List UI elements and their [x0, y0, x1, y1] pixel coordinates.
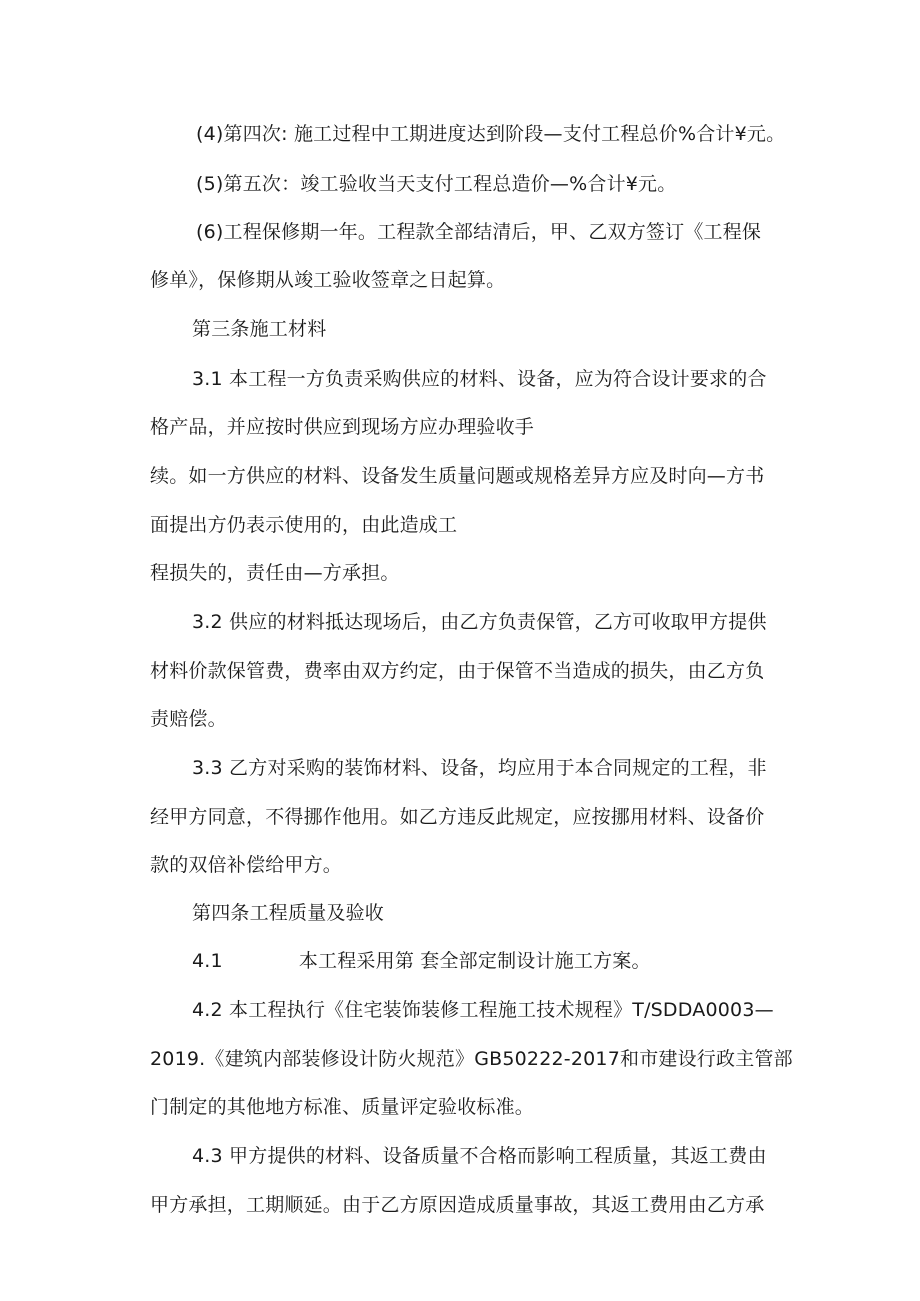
clause-4-3-line-2: 甲方承担，工期顺延。由于乙方原因造成质量事故，其返工费用由乙方承: [150, 1194, 765, 1216]
section-heading-materials: 第三条施工材料: [192, 318, 327, 340]
payment-item-5: (5)第五次：竣工验收当天支付工程总造价—%合计¥元。: [196, 173, 677, 195]
clause-3-2-line-2: 材料价款保管费，费率由双方约定，由于保管不当造成的损失，由乙方负: [150, 660, 765, 682]
clause-3-1-line-3: 续。如一方供应的材料、设备发生质量问题或规格差异方应及时向—方书: [150, 465, 765, 487]
clause-4-1-text: 本工程采用第 套全部定制设计施工方案。: [298, 950, 651, 972]
section-heading-quality: 第四条工程质量及验收: [192, 902, 385, 924]
clause-4-2-line-3: 门制定的其他地方标准、质量评定验收标准。: [150, 1096, 535, 1118]
clause-4-2-line-1: 4.2 本工程执行《住宅装饰装修工程施工技术规程》T/SDDA0003—: [192, 999, 774, 1021]
clause-3-1-line-2: 格产品，并应按时供应到现场方应办理验收手: [150, 416, 535, 438]
clause-3-3-line-1: 3.3 乙方对采购的装饰材料、设备，均应用于本合同规定的工程，非: [192, 757, 767, 779]
clause-3-1-line-4: 面提出方仍表示使用的，由此造成工: [150, 514, 458, 536]
warranty-paragraph-line-1: (6)工程保修期一年。工程款全部结清后，甲、乙双方签订《工程保: [196, 221, 762, 243]
clause-3-3-line-2: 经甲方同意，不得挪作他用。如乙方违反此规定，应按挪用材料、设备价: [150, 806, 765, 828]
clause-3-2-line-1: 3.2 供应的材料抵达现场后，由乙方负责保管，乙方可收取甲方提供: [192, 611, 767, 633]
clause-4-3-line-1: 4.3 甲方提供的材料、设备质量不合格而影响工程质量，其返工费由: [192, 1145, 767, 1167]
clause-4-2-line-2: 2019.《建筑内部装修设计防火规范》GB50222-2017和市建设行政主管部: [150, 1048, 793, 1070]
clause-3-2-line-3: 责赔偿。: [150, 708, 227, 730]
clause-3-3-line-3: 款的双倍补偿给甲方。: [150, 854, 343, 876]
clause-4-1: [192, 949, 842, 973]
clause-3-1-line-1: 3.1 本工程一方负责采购供应的材料、设备，应为符合设计要求的合: [192, 368, 767, 390]
payment-item-4: (4)第四次: 施工过程中工期进度达到阶段—支付工程总价%合计¥元。: [196, 123, 786, 145]
clause-3-1-line-5: 程损失的，责任由—方承担。: [150, 562, 400, 584]
warranty-paragraph-line-2: 修单》，保修期从竣工验收签章之日起算。: [150, 269, 506, 291]
clause-4-1-number: 4.1: [192, 950, 223, 972]
